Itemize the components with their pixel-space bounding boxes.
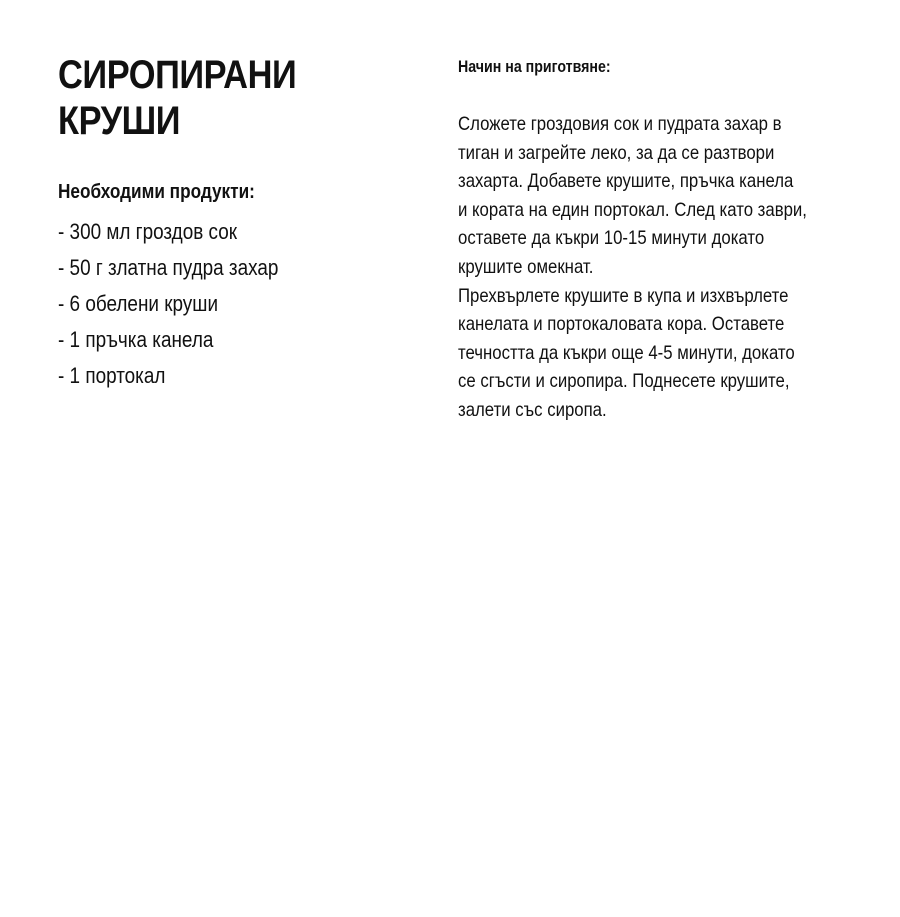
ingredient-item: - 1 портокал: [58, 363, 166, 388]
recipe-title: [58, 52, 350, 144]
method-line: захарта. Добавете крушите, пръчка канела: [458, 170, 794, 193]
method-text: [458, 110, 819, 425]
method-line: залети със сиропа.: [458, 398, 607, 421]
method-heading: Начин на приготвяне:: [458, 58, 611, 76]
method-line: течността да къкри още 4-5 минути, докато: [458, 341, 795, 364]
right-column: [458, 56, 878, 425]
method-line: оставете да къкри 10-15 минути докато: [458, 227, 765, 250]
ingredients-heading: Необходими продукти:: [58, 181, 255, 203]
ingredients-list: [58, 214, 350, 394]
ingredient-item: - 1 пръчка канела: [58, 327, 214, 352]
method-line: Сложете гроздовия сок и пудрата захар в: [458, 113, 782, 135]
ingredient-item: - 300 мл гроздов сок: [58, 219, 238, 244]
method-line: и кората на един портокал. След като заври,: [458, 198, 807, 221]
ingredient-item: - 6 обелени круши: [58, 291, 219, 316]
method-line: тиган и загрейте леко, за да се разтвори: [458, 141, 775, 164]
ingredient-item: - 50 г златна пудра захар: [58, 255, 279, 280]
recipe-title-line: КРУШИ: [58, 99, 181, 143]
method-line: Прехвърлете крушите в купа и изхвърлете: [458, 284, 789, 307]
left-column: [58, 52, 398, 394]
method-line: канелата и портокаловата кора. Оставете: [458, 313, 785, 336]
method-line: крушите омекнат.: [458, 255, 594, 278]
recipe-title-line: СИРОПИРАНИ: [58, 53, 297, 97]
method-line: се сгъсти и сиропира. Поднесете крушите,: [458, 370, 790, 393]
